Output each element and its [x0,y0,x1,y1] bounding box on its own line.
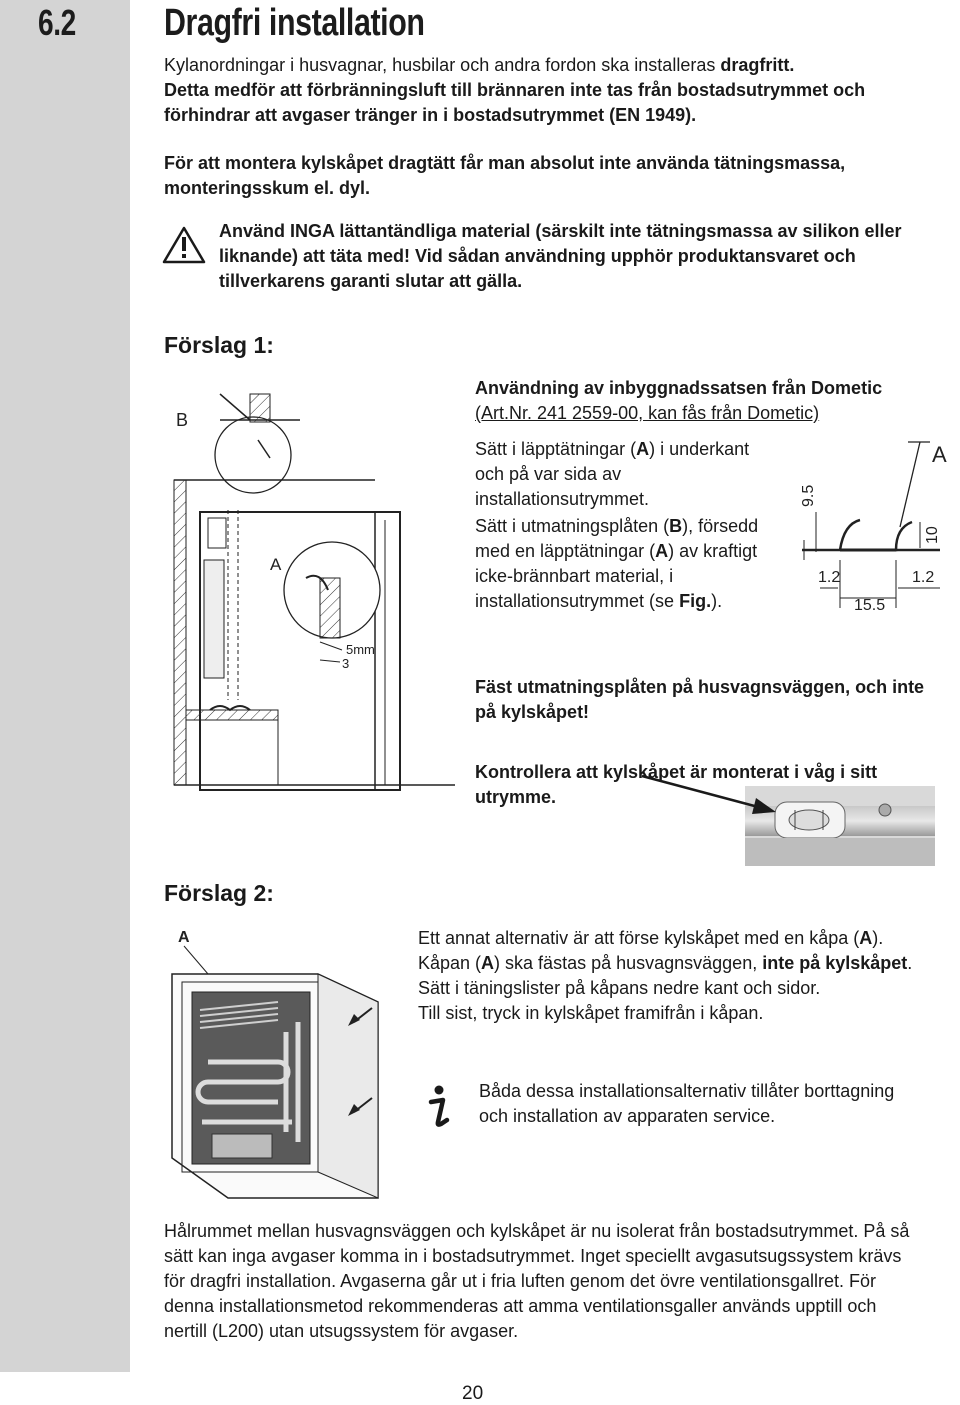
pointer-arrow [640,770,780,820]
seal-label-a: A [932,442,947,467]
label-3: 3 [342,656,350,671]
step-exhaust-plate: Sätt i utmatningsplåten (B), försedd med en läpptätningar (A) av kraftigt icke-brännbart material, i installationsutrymmet (se Fig.). [475,516,759,611]
seal-width: 15.5 [854,597,886,614]
intro-paragraph [164,53,954,128]
seal-height-10: 10 [924,526,941,544]
label-b: B [176,410,189,430]
sealing-paragraph: För att montera kylskåpet dragtätt får man absolut inte använda tätningsmassa, monteringsskum el. dyl. [164,153,846,198]
section-number: 6.2 [38,2,76,43]
warning-triangle-icon [162,226,206,264]
page-title: Dragfri installation [164,2,425,44]
kit-article-number: (Art.Nr. 241 2559-00, kan fås från Dometic) [475,403,820,423]
page-number: 20 [462,1383,484,1404]
cover-alternative-text: Ett annat alternativ är att förse kylskåpet med en kåpa (A). Kåpan (A) ska fästas på husvagnsväggen, inte på kylskåpet. Sätt i täningslister på kåpans nedre kant och sidor. Till sist, tryck in kylskåpet framifrån i kåpan. [418,928,913,1023]
warning-text: Använd INGA lättantändliga material (särskilt inte tätningsmassa av silikon eller liknande) att täta med! Vid sådan användning upphör produktansvaret och tillverkarens garanti slutar att gälla. [219,221,902,291]
seal-profile-diagram [780,432,955,622]
info-icon [417,1082,461,1130]
intro-bold-word: dragfritt. [720,55,795,75]
installation-figure [160,380,460,810]
cover-label-a: A [178,929,190,946]
caravan-wall [174,480,186,785]
seal-left-thickness: 1.2 [818,569,841,586]
info-note-text: Båda dessa installationsalternativ tillåter borttagning och installation av apparaten service. [479,1081,895,1126]
closing-paragraph: Hålrummet mellan husvagnsväggen och kylskåpet är nu isolerat från bostadsutrymmet. På så sätt kan inga avgaser komma in i bostadsutrymmet. Inget speciellt avgasutsugssystem krävs för dragfri installation. Avgaserna går ut i fria luften genom det övre ventilationsgallret. För denna installationsmetod rekommenderas att amma ventilationsgaller används upptill och nertill (L200) utan utsugssystem för avgaser. [164,1221,910,1341]
step-lip-seals: Sätt i läpptätningar (A) i underkant och på var sida av installationsutrymmet. [475,439,750,509]
label-5mm: 5mm [346,642,375,657]
proposal1-heading: Förslag 1: [164,332,274,358]
label-a: A [270,555,282,574]
kit-title: Användning av inbyggnadssatsen från Dometic [475,378,883,398]
fasten-instruction: Fäst utmatningsplåten på husvagnsväggen, och inte på kylskåpet! [475,677,925,722]
intro-text: Kylanordningar i husvagnar, husbilar och andra fordon ska installeras [164,55,721,75]
fridge-cover-figure [168,922,400,1202]
proposal2-heading: Förslag 2: [164,880,274,906]
kit-description [475,376,955,426]
seal-height-95: 9.5 [800,484,817,507]
level-check-instruction: Kontrollera att kylskåpet är monterat i våg i sitt utrymme. [475,762,878,807]
section-sidebar [0,0,130,1372]
seal-right-thickness: 1.2 [912,569,935,586]
intro-bold-text: Detta medför att förbränningsluft till brännaren inte tas från bostadsutrymmet och förhindrar att avgaser tränger in i bostadsutrymmet (EN 1949). [164,80,866,125]
